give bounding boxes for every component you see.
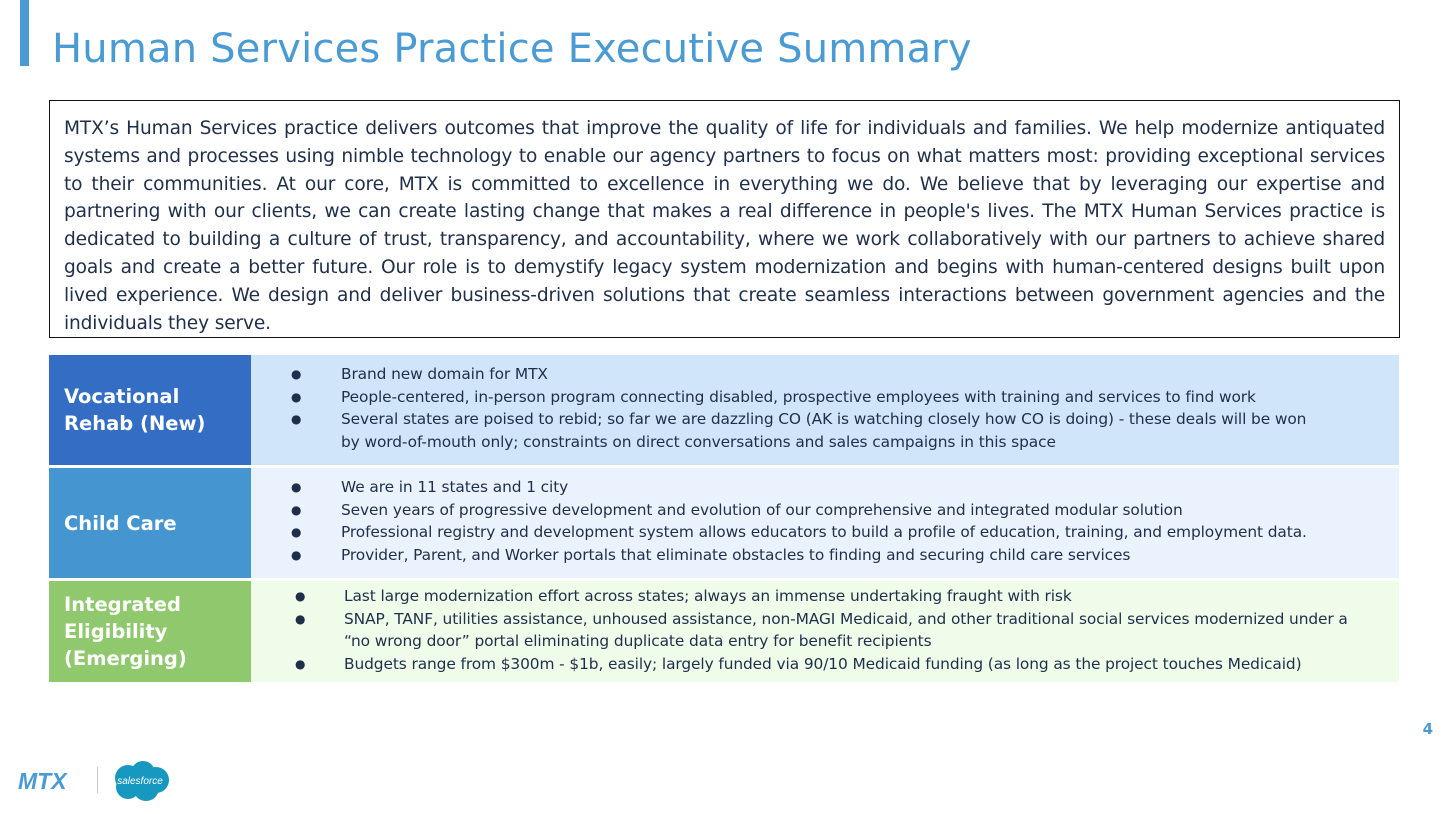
bullet-item: ● Budgets range from $300m - $1b, easily; largely funded via 90/10 Medicaid funding (as long as the project touches Medicaid) [251, 653, 1399, 676]
row-content [251, 355, 1399, 465]
bullet-dot-icon: ● [291, 502, 302, 517]
row-vocational-rehab [49, 355, 1399, 465]
executive-summary-text: MTX’s Human Services practice delivers outcomes that improve the quality of life for individuals and families. We help modernize antiquated systems and processes using nimble technology to enable our agency partners to focus on what matters most: providing exceptional services to their communities. At our core, MTX is committed to excellence in everything we do. We believe that by leveraging our expertise and partnering with our clients, we can create lasting change that makes a real difference in people's lives. The MTX Human Services practice is dedicated to building a culture of trust, transparency, and accountability, where we work collaboratively with our partners to achieve shared goals and create a better future. Our role is to demystify legacy system modernization and begins with human-centered designs built upon lived experience. We design and deliver business-driven solutions that create seamless interactions between government agencies and the individuals they serve. [49, 100, 1400, 338]
page-number: 4 [1422, 720, 1433, 738]
salesforce-cloud-logo-icon [108, 758, 172, 804]
label-line: Rehab (New) [64, 412, 206, 435]
bullet-item: ● Provider, Parent, and Worker portals that eliminate obstacles to finding and securing child care services [251, 544, 1399, 567]
bullet-item: ● SNAP, TANF, utilities assistance, unhoused assistance, non-MAGI Medicaid, and other traditional social services modernized under a “no wrong door” portal eliminating duplicate data entry for benefit recipients [295, 609, 1348, 651]
bullet-item: ● Professional registry and development system allows educators to build a profile of education, training, and employment data. [251, 521, 1399, 544]
label-line: (Emerging) [64, 647, 187, 670]
bullet-item: ● People-centered, in-person program connecting disabled, prospective employees with training and services to find work [251, 386, 1399, 409]
row-content [251, 468, 1399, 578]
row-label [49, 581, 251, 682]
row-content [251, 581, 1399, 682]
row-integrated-eligibility [49, 581, 1399, 682]
bullet-dot-icon: ● [291, 412, 302, 427]
page-title: Human Services Practice Executive Summary [52, 26, 972, 72]
bullet-item: ● Seven years of progressive development and evolution of our comprehensive and integrated modular solution [251, 499, 1399, 522]
bullet-dot-icon: ● [295, 589, 306, 603]
bullet-dot-icon: ● [291, 389, 302, 404]
bullet-dot-icon: ● [291, 367, 302, 381]
label-line: Eligibility [64, 620, 168, 643]
row-child-care [49, 468, 1399, 578]
label-line: Child Care [64, 511, 177, 535]
row-label [49, 355, 251, 465]
svg-text:MTX: MTX [18, 770, 67, 792]
bullet-item: ● Last large modernization effort across states; always an immense undertaking fraught with risk [251, 585, 1399, 608]
label-line: Vocational [64, 385, 180, 408]
bullet-item: ● Several states are poised to rebid; so far we are dazzling CO (AK is watching closely how CO is doing) - these deals will be won by word-of-mouth only; constraints on direct conversations and sales campaigns in this space [291, 410, 1307, 452]
logo-divider [97, 767, 98, 793]
bullet-dot-icon: ● [291, 480, 302, 494]
svg-text:salesforce: salesforce [117, 776, 163, 787]
label-line: Integrated [64, 593, 181, 616]
title-accent-bar [20, 0, 29, 66]
mtx-logo-icon [18, 770, 84, 792]
bullet-dot-icon: ● [295, 657, 306, 672]
bullet-item: ● We are in 11 states and 1 city [251, 476, 1399, 499]
bullet-dot-icon: ● [291, 525, 302, 540]
row-label [49, 468, 251, 578]
bullet-dot-icon: ● [291, 548, 302, 563]
bullet-item: ● Brand new domain for MTX [251, 363, 1399, 386]
bullet-dot-icon: ● [295, 611, 306, 626]
